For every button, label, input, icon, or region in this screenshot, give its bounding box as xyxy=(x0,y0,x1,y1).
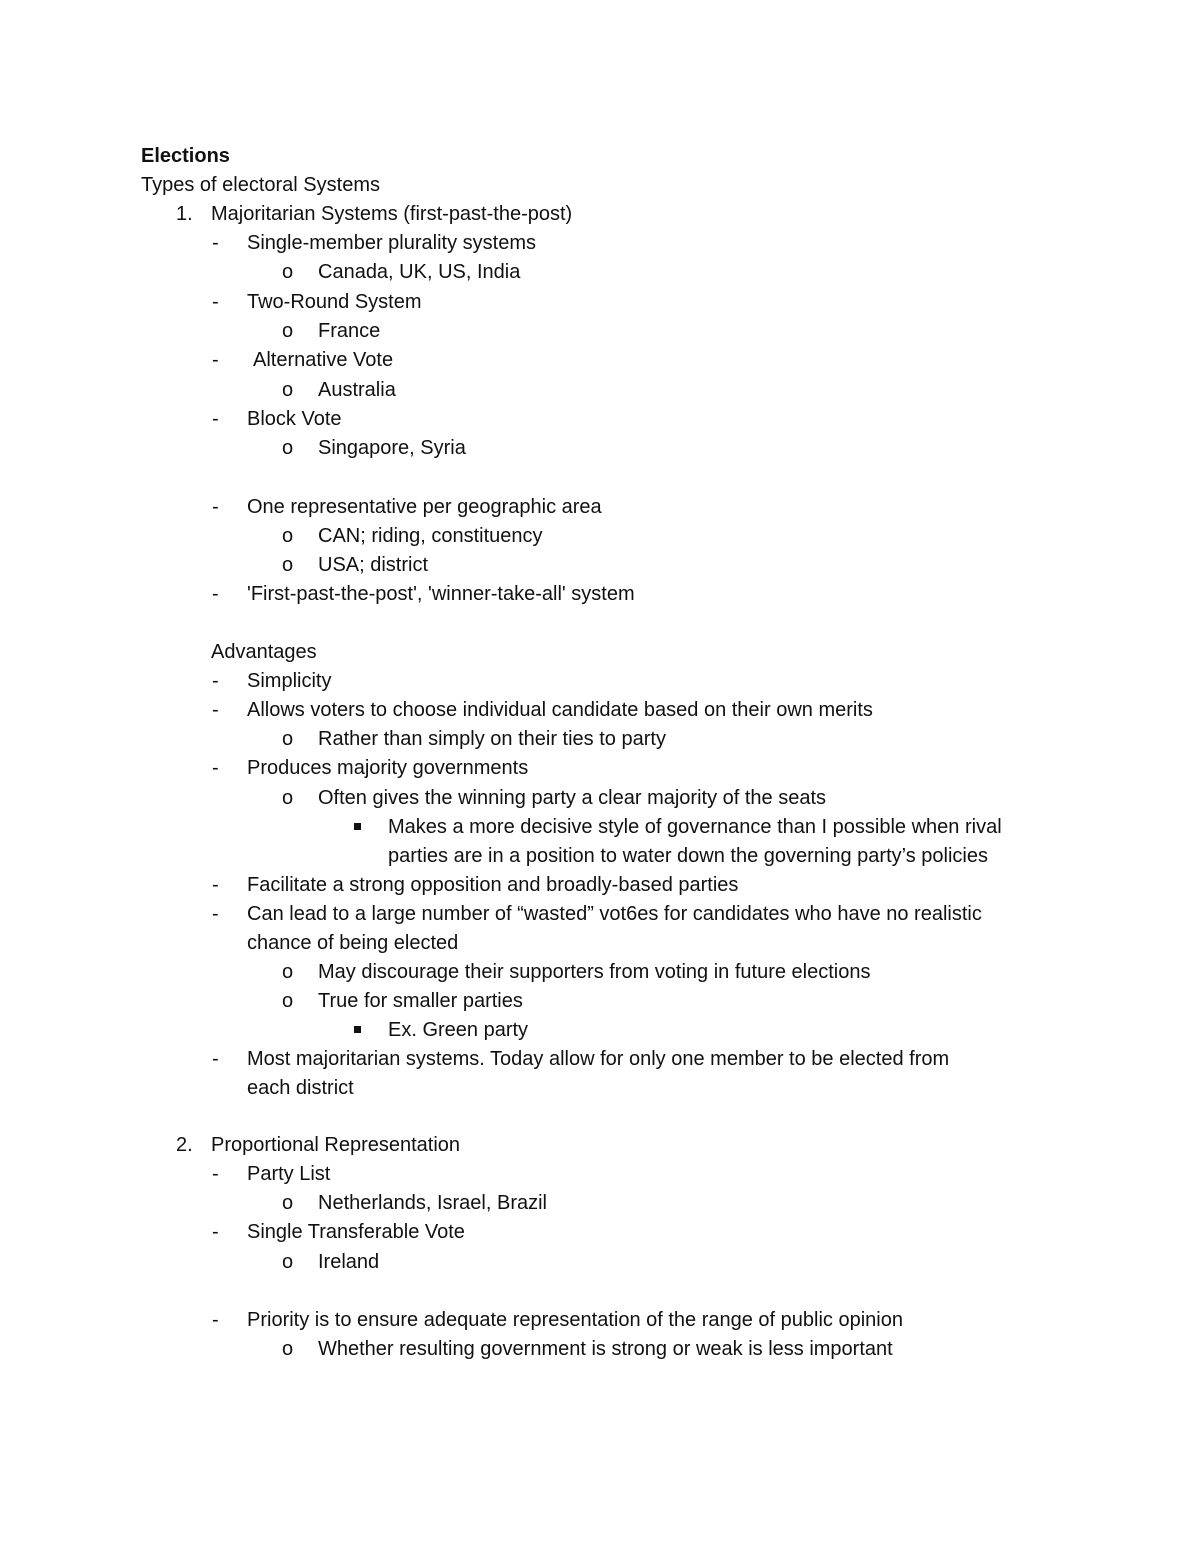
list-number: 1. xyxy=(176,203,193,225)
circle-bullet: o xyxy=(282,787,294,809)
list-item: Most majoritarian systems. Today allow for only one member to be elected from xyxy=(247,1048,950,1070)
circle-bullet: o xyxy=(282,437,294,459)
list-item-continuation: each district xyxy=(247,1077,354,1099)
list-item: Single Transferable Vote xyxy=(247,1221,465,1243)
list-item: Produces majority governments xyxy=(247,757,529,779)
list-item: Often gives the winning party a clear majority of the seats xyxy=(318,787,827,809)
dash-bullet: - xyxy=(212,349,219,371)
list-item: Facilitate a strong opposition and broadly-based parties xyxy=(247,874,739,896)
dash-bullet: - xyxy=(212,232,219,254)
document-subtitle: Types of electoral Systems xyxy=(141,174,380,196)
list-item: Ex. Green party xyxy=(388,1019,529,1041)
circle-bullet: o xyxy=(282,261,294,283)
dash-bullet: - xyxy=(212,1163,219,1185)
list-item: Australia xyxy=(318,379,396,401)
circle-bullet: o xyxy=(282,1251,294,1273)
list-item-continuation: chance of being elected xyxy=(247,932,459,954)
advantages-heading: Advantages xyxy=(211,641,317,663)
section-heading: Proportional Representation xyxy=(211,1134,461,1156)
circle-bullet: o xyxy=(282,990,294,1012)
list-item: True for smaller parties xyxy=(318,990,523,1012)
circle-bullet: o xyxy=(282,320,294,342)
list-item: Block Vote xyxy=(247,408,342,430)
dash-bullet: - xyxy=(212,699,219,721)
list-item: Whether resulting government is strong or weak is less important xyxy=(318,1338,893,1360)
circle-bullet: o xyxy=(282,728,294,750)
list-item-continuation: parties are in a position to water down the governing party’s policies xyxy=(388,845,988,867)
list-item: Ireland xyxy=(318,1251,380,1273)
section-heading: Majoritarian Systems (first-past-the-post) xyxy=(211,203,573,225)
circle-bullet: o xyxy=(282,379,294,401)
dash-bullet: - xyxy=(212,757,219,779)
dash-bullet: - xyxy=(212,496,219,518)
dash-bullet: - xyxy=(212,291,219,313)
circle-bullet: o xyxy=(282,1338,294,1360)
list-item: 'First-past-the-post', 'winner-take-all' system xyxy=(247,583,635,605)
list-item: Makes a more decisive style of governance than I possible when rival xyxy=(388,816,1002,838)
list-number: 2. xyxy=(176,1134,193,1156)
square-bullet xyxy=(354,1026,361,1033)
list-item: France xyxy=(318,320,381,342)
list-item: Can lead to a large number of “wasted” vot6es for candidates who have no realistic xyxy=(247,903,982,925)
list-item: Party List xyxy=(247,1163,331,1185)
list-item: Two-Round System xyxy=(247,291,422,313)
list-item: USA; district xyxy=(318,554,429,576)
circle-bullet: o xyxy=(282,961,294,983)
list-item: Alternative Vote xyxy=(253,349,394,371)
dash-bullet: - xyxy=(212,1048,219,1070)
list-item: Allows voters to choose individual candidate based on their own merits xyxy=(247,699,873,721)
dash-bullet: - xyxy=(212,1309,219,1331)
dash-bullet: - xyxy=(212,408,219,430)
list-item: Simplicity xyxy=(247,670,332,692)
list-item: Netherlands, Israel, Brazil xyxy=(318,1192,547,1214)
list-item: Rather than simply on their ties to party xyxy=(318,728,666,750)
dash-bullet: - xyxy=(212,670,219,692)
list-item: Single-member plurality systems xyxy=(247,232,536,254)
circle-bullet: o xyxy=(282,525,294,547)
list-item: CAN; riding, constituency xyxy=(318,525,543,547)
dash-bullet: - xyxy=(212,874,219,896)
dash-bullet: - xyxy=(212,583,219,605)
list-item: Singapore, Syria xyxy=(318,437,466,459)
list-item: Canada, UK, US, India xyxy=(318,261,521,283)
circle-bullet: o xyxy=(282,554,294,576)
circle-bullet: o xyxy=(282,1192,294,1214)
list-item: May discourage their supporters from voting in future elections xyxy=(318,961,871,983)
list-item: Priority is to ensure adequate representation of the range of public opinion xyxy=(247,1309,903,1331)
dash-bullet: - xyxy=(212,1221,219,1243)
dash-bullet: - xyxy=(212,903,219,925)
list-item: One representative per geographic area xyxy=(247,496,602,518)
document-title: Elections xyxy=(141,145,230,167)
square-bullet xyxy=(354,823,361,830)
